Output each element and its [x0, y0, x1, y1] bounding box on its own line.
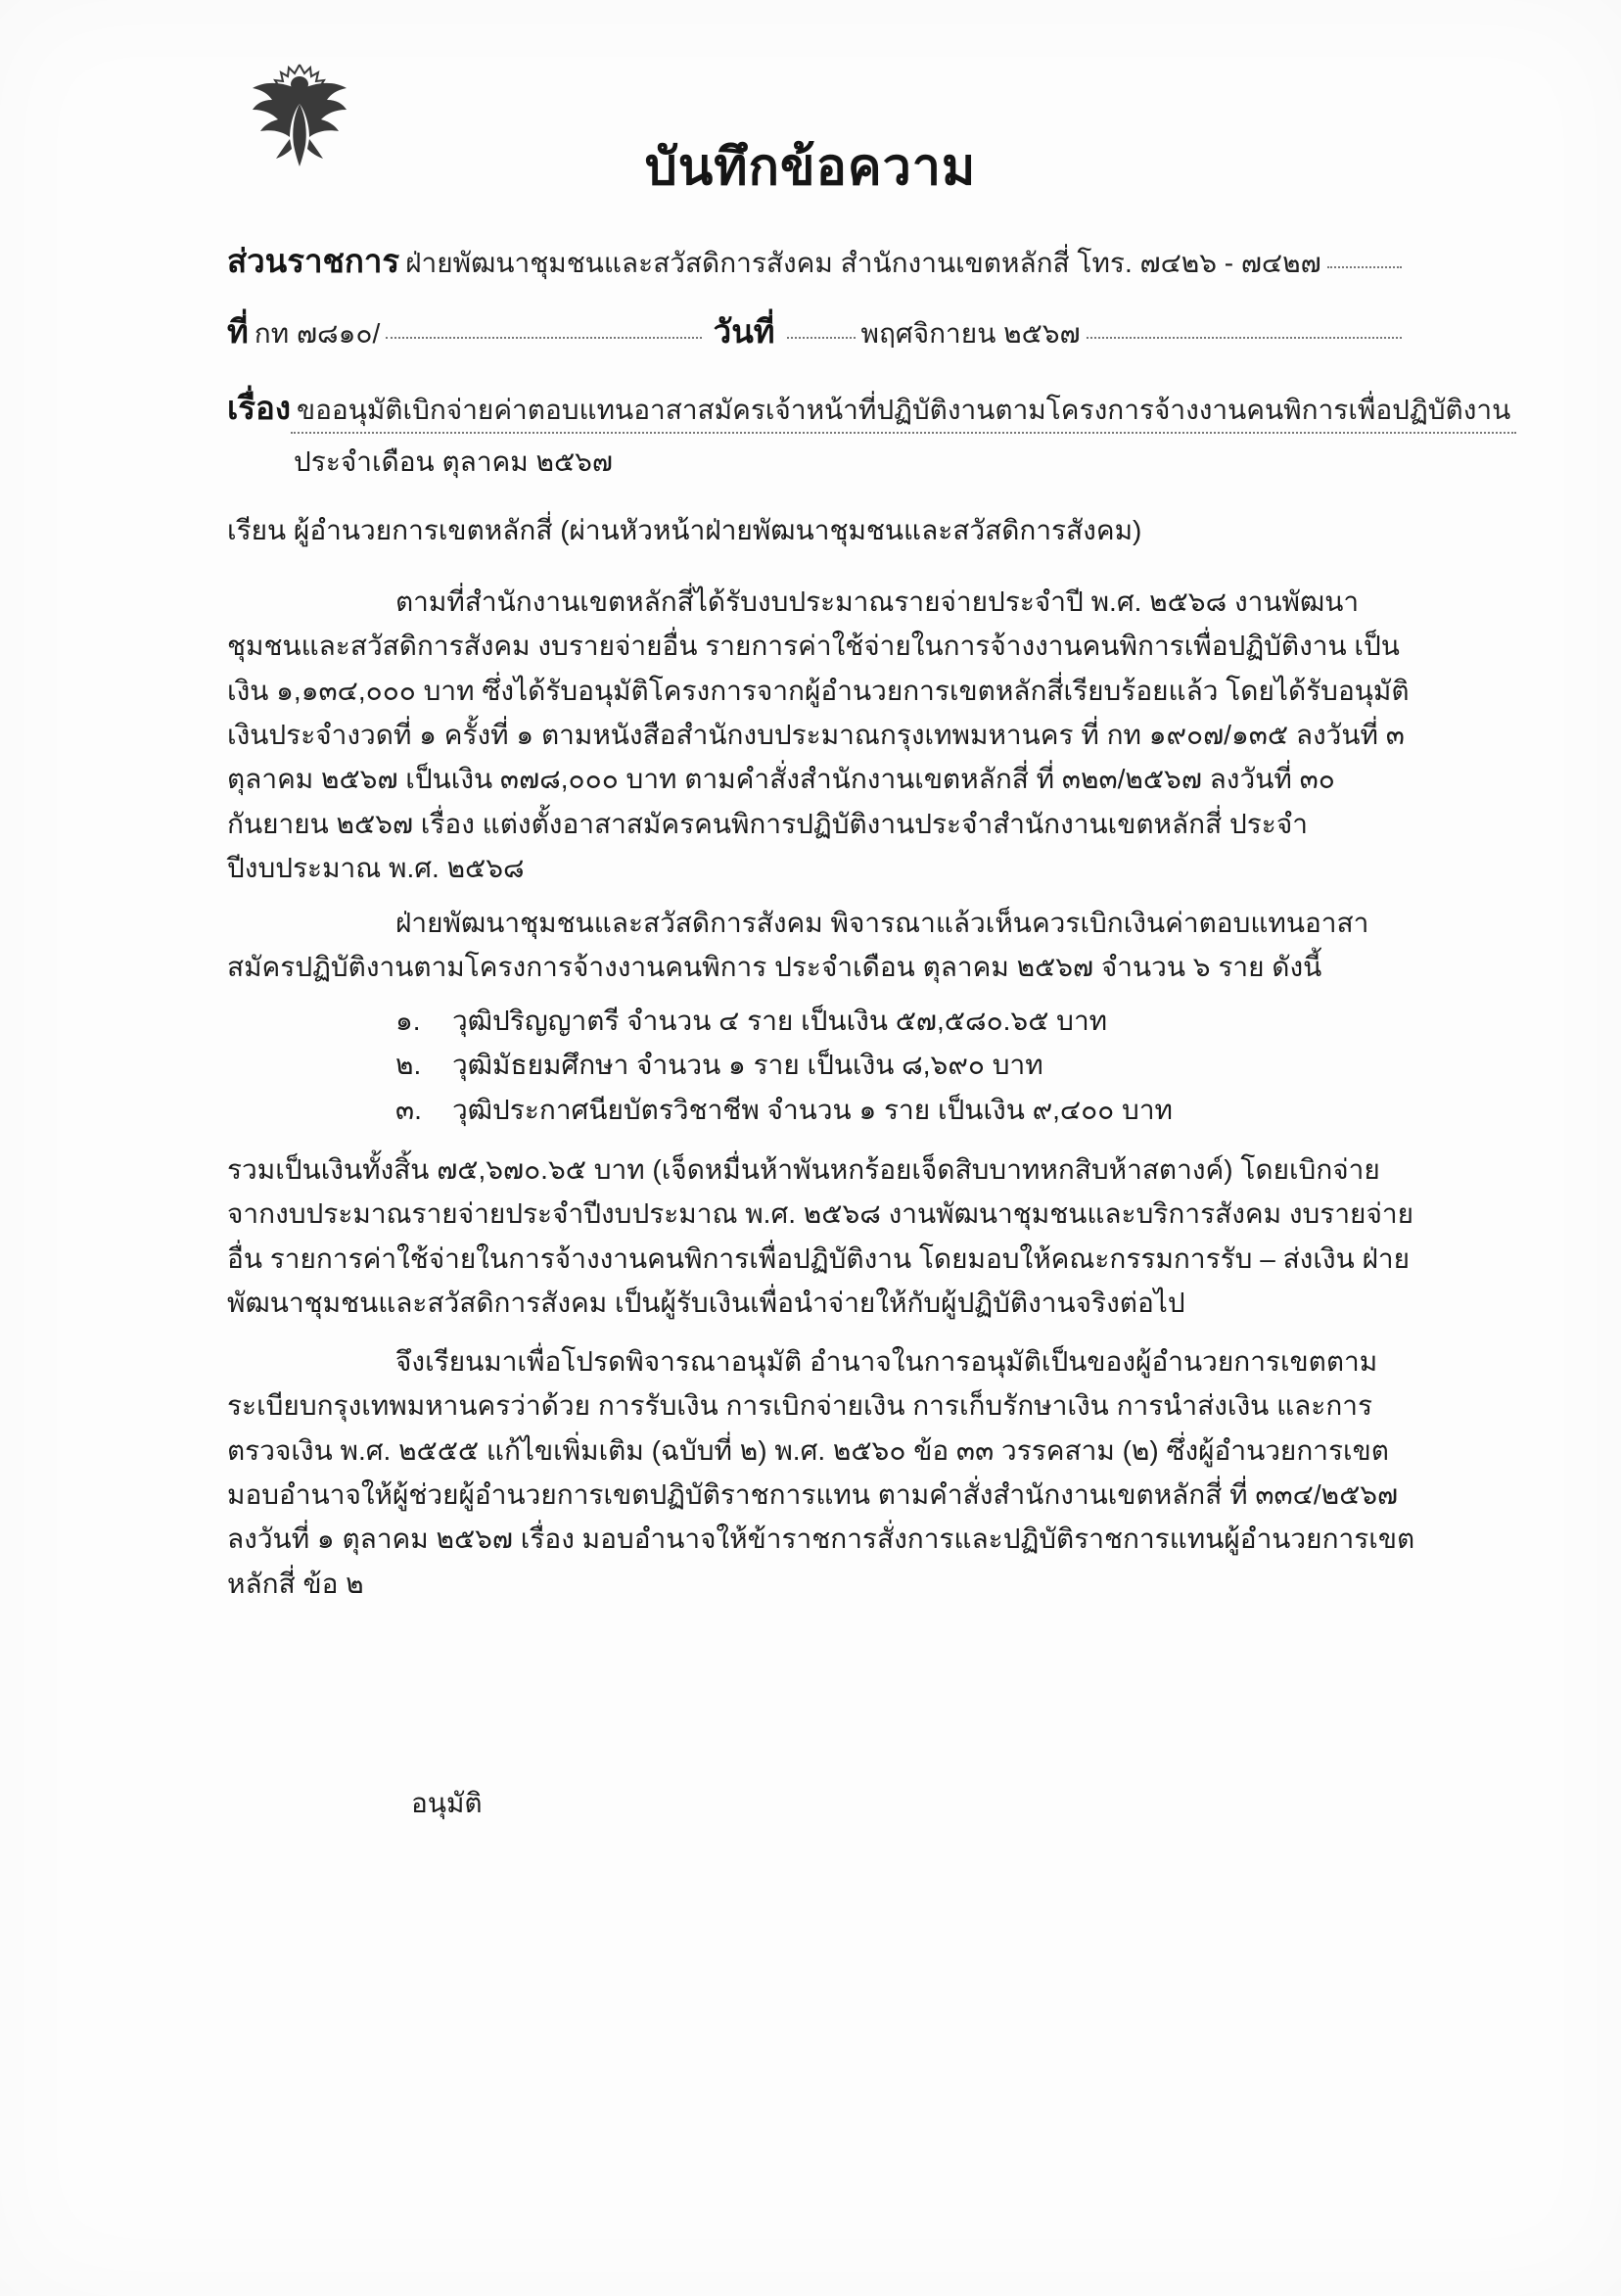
- paragraph-3: [227, 1148, 1417, 1325]
- dotted-rule: [386, 337, 701, 339]
- field-subject: [227, 382, 1511, 434]
- dotted-rule: [787, 337, 856, 339]
- field-number-value: กท ๗๘๑๐/: [254, 318, 381, 349]
- field-date-label: วันที่: [713, 313, 775, 350]
- list-item-label: วุฒิปริญญาตรี จำนวน ๔ ราย เป็นเงิน ๕๗,๕๘๐.๖๕ บาท: [452, 1006, 1108, 1036]
- field-department-label: ส่วนราชการ: [227, 243, 400, 279]
- field-subject-value: ขออนุมัติเบิกจ่ายค่าตอบแทนอาสาสมัครเจ้าหน้าที่ปฏิบัติงานตามโครงการจ้างงานคนพิการเพื่อปฏิบัติงาน: [291, 389, 1516, 434]
- approval-label: อนุมัติ: [411, 1788, 483, 1818]
- field-department-value: ฝ่ายพัฒนาชุมชนและสวัสดิการสังคม สำนักงานเขตหลักสี่ โทร. ๗๔๒๖ - ๗๔๒๗: [405, 248, 1321, 278]
- list-item: [227, 1088, 1417, 1132]
- list-item-number: ๑.: [395, 1006, 421, 1036]
- field-department: [227, 235, 1402, 287]
- list-item-label: วุฒิประกาศนียบัตรวิชาชีพ จำนวน ๑ ราย เป็นเงิน ๙,๔๐๐ บาท: [452, 1094, 1173, 1125]
- list-item-number: ๓.: [395, 1094, 422, 1125]
- dotted-rule: [1327, 266, 1402, 268]
- field-number-label: ที่: [227, 313, 249, 350]
- paragraph-3-text: รวมเป็นเงินทั้งสิ้น ๗๕,๖๗๐.๖๕ บาท (เจ็ดหมื่นห้าพันหกร้อยเจ็ดสิบบาทหกสิบห้าสตางค์) โดยเบิกจ่ายจากงบประมาณรายจ่ายประจำปีงบประมาณ พ.ศ. ๒๕๖๘ งานพัฒนาชุมชนและบริการสังคม งบรายจ่ายอื่น รายการค่าใช้จ่ายในการจ้างงานคนพิการเพื่อปฏิบัติงาน โดยมอบให้คณะกรรมการรับ – ส่งเงิน ฝ่ายพัฒนาชุมชนและสวัสดิการสังคม เป็นผู้รับเงินเพื่อนำจ่ายให้กับผู้ปฏิบัติงานจริงต่อไป: [227, 1154, 1413, 1319]
- list-item-number: ๒.: [395, 1050, 422, 1081]
- paragraph-2-text: ฝ่ายพัฒนาชุมชนและสวัสดิการสังคม พิจารณาแล้วเห็นควรเบิกเงินค่าตอบแทนอาสาสมัครปฏิบัติงานตามโครงการจ้างงานคนพิการ ประจำเดือน ตุลาคม ๒๕๖๗ จำนวน ๖ ราย ดังนี้: [227, 908, 1369, 983]
- field-subject-value-line2: ประจำเดือน ตุลาคม ๒๕๖๗: [294, 446, 613, 477]
- paragraph-1-text: ตามที่สำนักงานเขตหลักสี่ได้รับงบประมาณรายจ่ายประจำปี พ.ศ. ๒๕๖๘ งานพัฒนาชุมชนและสวัสดิการสังคม งบรายจ่ายอื่น รายการค่าใช้จ่ายในการจ้างงานคนพิการเพื่อปฏิบัติงาน เป็นเงิน ๑,๑๓๔,๐๐๐ บาท ซึ่งได้รับอนุมัติโครงการจากผู้อำนวยการเขตหลักสี่เรียบร้อยแล้ว โดยได้รับอนุมัติเงินประจำงวดที่ ๑ ครั้งที่ ๑ ตามหนังสือสำนักงบประมาณกรุงเทพมหานคร ที่ กท ๑๙๐๗/๑๓๕ ลงวันที่ ๓ ตุลาคม ๒๕๖๗ เป็นเงิน ๓๗๘,๐๐๐ บาท ตามคำสั่งสำนักงานเขตหลักสี่ ที่ ๓๒๓/๒๕๖๗ ลงวันที่ ๓๐ กันยายน ๒๕๖๗ เรื่อง แต่งตั้งอาสาสมัครคนพิการปฏิบัติงานประจำสำนักงานเขตหลักสี่ ประจำปีงบประมาณ พ.ศ. ๒๕๖๘: [227, 586, 1410, 884]
- field-date-value: พฤศจิกายน ๒๕๖๗: [860, 318, 1081, 349]
- salutation: เรียน ผู้อำนวยการเขตหลักสี่ (ผ่านหัวหน้าฝ่ายพัฒนาชุมชนและสวัสดิการสังคม): [227, 515, 1142, 545]
- paragraph-4: [227, 1339, 1417, 1606]
- paragraph-1: [227, 580, 1417, 891]
- paragraph-2: [227, 901, 1417, 990]
- paragraph-4-text: จึงเรียนมาเพื่อโปรดพิจารณาอนุมัติ อำนาจในการอนุมัติเป็นของผู้อำนวยการเขตตามระเบียบกรุงเทพมหานครว่าด้วย การรับเงิน การเบิกจ่ายเงิน การเก็บรักษาเงิน การนำส่งเงิน และการตรวจเงิน พ.ศ. ๒๕๕๕ แก้ไขเพิ่มเติม (ฉบับที่ ๒) พ.ศ. ๒๕๖๐ ข้อ ๓๓ วรรคสาม (๒) ซึ่งผู้อำนวยการเขตมอบอำนาจให้ผู้ช่วยผู้อำนวยการเขตปฏิบัติราชการแทน ตามคำสั่งสำนักงานเขตหลักสี่ ที่ ๓๓๔/๒๕๖๗ ลงวันที่ ๑ ตุลาคม ๒๕๖๗ เรื่อง มอบอำนาจให้ข้าราชการสั่งการและปฏิบัติราชการแทนผู้อำนวยการเขตหลักสี่ ข้อ ๒: [227, 1346, 1415, 1599]
- field-subject-label: เรื่อง: [227, 390, 291, 426]
- list-item: [227, 1043, 1417, 1087]
- dotted-rule: [1087, 337, 1402, 339]
- list-item-label: วุฒิมัธยมศึกษา จำนวน ๑ ราย เป็นเงิน ๘,๖๙๐ บาท: [452, 1050, 1043, 1081]
- page-title: บันทึกข้อความ: [644, 139, 977, 196]
- list-item: [227, 999, 1417, 1043]
- field-number-date: [227, 305, 1402, 357]
- qualification-list: [227, 999, 1417, 1132]
